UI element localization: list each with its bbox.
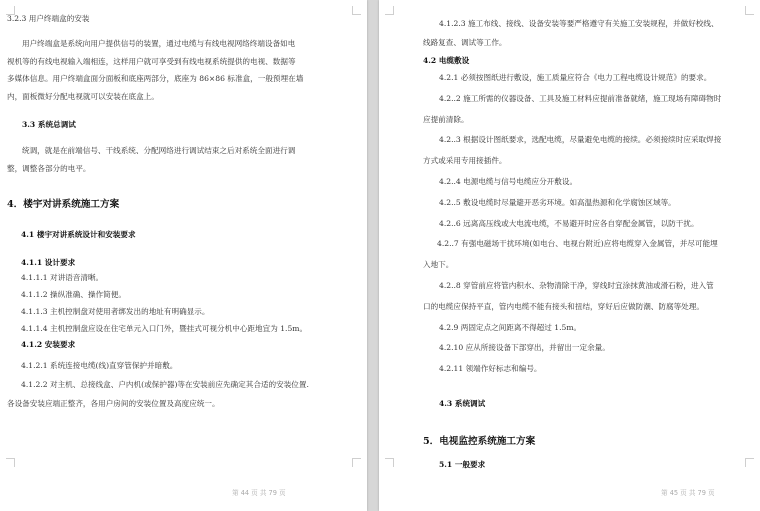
list-item: 4.1.2.3 施工布线、接线、设备安装等要严格遵守有关施工安装规程，并做好校线、 xyxy=(439,19,719,28)
list-item: 各设备安装应端正整齐，各用户房间的安装位置及高度应统一。 xyxy=(7,399,220,408)
list-item: 方式或采用专用接插件。 xyxy=(423,156,507,166)
list-item: 4.2..4 电源电缆与信号电缆应分开敷设。 xyxy=(439,176,578,186)
list-item: 4.2.10 应从所接设备下部穿出，并留出一定余量。 xyxy=(439,343,610,353)
list-design-requirements xyxy=(7,269,357,337)
paragraph-line: 视机等的有线电视输入端相连，这样用户就可享受到有线电视系统提供的电视、数据等 xyxy=(7,56,296,66)
page-number-footer: 第 45 页 共 79 页 xyxy=(661,489,715,497)
section-heading-5-1: 5.1 一般要求 xyxy=(439,459,486,469)
list-item: 入地下。 xyxy=(423,260,454,270)
list-item: 线路复查、调试等工作。 xyxy=(423,38,507,47)
section-heading-3-3: 3.3 系统总调试 xyxy=(22,120,76,129)
list-item: 4.2..3 根据设计图纸要求，选配电缆，尽量避免电缆的接续。必须接续时应采取焊接 xyxy=(439,135,722,145)
list-item: 4.1.1.1 对讲语音清晰。 xyxy=(21,273,104,282)
page-number-footer: 第 44 页 共 79 页 xyxy=(232,489,286,497)
document-page-right xyxy=(379,0,760,511)
page-content xyxy=(379,14,760,470)
list-item: 4.1.1.4 主机控制盘应设在住宅单元入口门外，暨挂式可视分机中心距地宜为 1.5m。 xyxy=(21,324,308,333)
list-item: 应提前清除。 xyxy=(423,114,469,124)
list-item: 4.1.2.1 系统连接电缆(线)直穿管保护并暗敷。 xyxy=(21,361,178,370)
page-content xyxy=(0,14,367,413)
section-heading-4-1-2: 4.1.2 安装要求 xyxy=(21,340,76,349)
paragraph-line: 整，调整各部分的电平。 xyxy=(7,163,91,173)
section-heading-4-1: 4.1 楼宇对讲系统设计和安装要求 xyxy=(21,230,136,239)
paragraph-line: 用户终端盒是系统向用户提供信号的装置，通过电缆与有线电视网络终端设备如电 xyxy=(22,39,296,48)
list-item: 口的电缆应保持平直，管内电缆不能有接头和扭结，穿好后应做防潮、防腐等处理。 xyxy=(423,301,704,311)
list-item: 4.1.1.3 主机控制盘对使用者绑发出的地址有明确显示。 xyxy=(21,307,210,316)
list-item: 4.1.1.2 操纵准确、操作简便。 xyxy=(21,290,126,299)
section-heading-4-1-1: 4.1.1 设计要求 xyxy=(21,258,76,267)
paragraph-wiring xyxy=(423,14,750,52)
chapter-heading-5: 5．电视监控系统施工方案 xyxy=(423,435,536,447)
list-item: 4.2..7 有强电磁场干扰环境(如电台、电视台附近)应将电缆穿入金属管，并尽可能埋 xyxy=(437,239,718,249)
paragraph-line: 统调，就是在前端信号、干线系统、分配网络进行调试结束之后对系统全面进行调 xyxy=(22,146,296,155)
list-item: 4.2.11 领端作好标志和编号。 xyxy=(439,364,542,374)
document-page-left xyxy=(0,0,367,511)
section-heading-3-2-3: 3.2.3 用户终端盒的安装 xyxy=(7,14,90,23)
list-item: 4.2.9 两固定点之间距离不得超过 1.5m。 xyxy=(439,322,582,332)
crop-mark-bottom-right xyxy=(352,458,361,467)
paragraph-terminal-box xyxy=(7,35,357,105)
section-heading-4-2: 4.2 电缆敷设 xyxy=(423,56,470,65)
crop-mark-bottom-left xyxy=(6,458,15,467)
list-item: 4.2.1 必须按图纸进行敷设，施工质量应符合《电力工程电缆设计规范》的要求。 xyxy=(439,73,712,82)
list-install-requirements xyxy=(7,356,357,413)
paragraph-line: 内，面板微好分配电视就可以安装在底盒上。 xyxy=(7,91,159,101)
list-item: 4.2..8 穿管前应将管内积水、杂物清除干净，穿线时宜涂抹黄油或滑石粉，进入管 xyxy=(439,280,714,290)
list-item: 4.2..6 远离高压线或大电流电缆，不易避开时应各自穿配金属管，以防干扰。 xyxy=(439,218,699,228)
list-cable-laying xyxy=(423,68,750,380)
list-item: 4.1.2.2 对主机、总接线盒、户内机(或保护器)等在安装前应先确定其合适的安装位置. xyxy=(21,380,309,389)
chapter-heading-4: 4．楼宇对讲系统施工方案 xyxy=(7,199,120,210)
list-item: 4.2..2 施工所需的仪器设备、工具及施工材料应提前准备就绪，施工现场有障碍物时 xyxy=(439,93,722,103)
section-heading-4-3: 4.3 系统调试 xyxy=(439,398,486,408)
paragraph-system-debug xyxy=(7,142,357,177)
list-item: 4.2..5 敷设电缆时尽量避开恶劣环境。如高温热源和化学腐蚀区域等。 xyxy=(439,197,676,207)
paragraph-line: 多媒体信息。用户终端盒面分面板和底座两部分，底座为 86×86 标准盒，一般预埋在墙 xyxy=(7,74,304,83)
